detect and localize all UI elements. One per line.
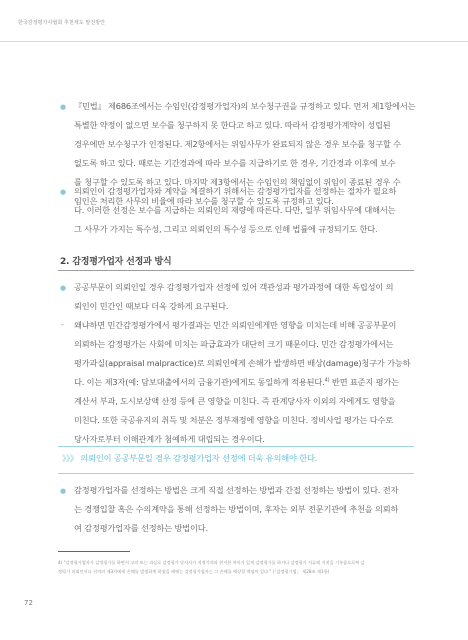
text-line: 그 사무가 가지는 특수성, 그리고 의뢰인의 특수성 등으로 인해 법률에 규정되기도 한다.: [74, 224, 378, 234]
text-line: 다. 이러한 선정은 보수를 지급하는 의뢰인의 재량에 따른다. 다만, 일부 위임사무에 대해서는: [74, 205, 396, 215]
text-line: 의뢰인이 감정평가업자와 계약을 체결하기 위해서는 감정평가업자를 선정하는 절차가 필요하: [74, 186, 397, 196]
text-line: 평가과실(appraisal malpractice)로 의뢰인에게 손해가 발생하면 배상(damage)청구가 가능하: [74, 358, 411, 368]
text-line: 감정평가업자를 선정하는 방법은 크게 직접 선정하는 방법과 간접 선정하는 방법이 있다. 전자: [74, 485, 399, 495]
section-title: 2. 감정평가업자 선정과 방식: [60, 257, 172, 267]
bullet-marker: ●: [60, 103, 67, 111]
text-line: 뢰인이 민간인 때보다 더욱 강하게 요구된다.: [74, 301, 229, 311]
paragraph-client-selection: [74, 182, 432, 239]
text-line: 당사자로부터 이해관계가 첨예하게 대립되는 경우이다.: [74, 434, 265, 444]
header-divider: [0, 41, 468, 42]
text-line: 공공부문이 의뢰인일 경우 감정평가업자 선정에 있어 객관성과 평가과정에 대한 독립성이 의: [74, 282, 394, 292]
text-line: 미친다. 또한 국공유지의 취득 및 처분은 정부재정에 영향을 미친다. 정비사업 평가는 다수로: [74, 415, 393, 425]
footnote-line: 4) "감정평가업자가 감정평가를 하면서 고의 또는 과실로 감정평가 당사자가 적정가격과 현저한 차이가 있게 감정평가를 하거나 감정평가 서류에 거짓을 기록함으로써 감: [58, 560, 365, 565]
text-line: 없도록 하고 있다. 때로는 기간경과에 따라 보수를 지급하기로 한 경우, 기간경과 이후에 보수: [74, 158, 396, 168]
text-line: 여 감정평가업자를 선정하는 방법이다.: [74, 523, 208, 533]
paragraph-selection-methods: [74, 481, 432, 538]
text-line: 계산서 부과, 도시보상액 산정 등에 큰 영향을 미친다. 즉 관계당사자 이외의 자에게도 영향을: [74, 396, 396, 406]
text-segment: 다. 이는 제3자(예: 담보대출에서의 금융기관)에게도 동일하게 적용된다.: [74, 377, 325, 387]
text-line: 임인은 처리한 사무의 비율에 따라 보수를 청구할 수 있도록 규정하고 있다.: [74, 196, 334, 206]
emphasis-text: 》》》 의뢰인이 공공부문일 경우 감정평가업자 선정에 더욱 유의해야 한다.: [62, 453, 318, 463]
paragraph-public-sector: [74, 278, 432, 316]
bullet-marker: ●: [60, 284, 67, 292]
text-segment: 반면 표준지 평가는: [329, 377, 399, 387]
footnote-line: 정평가 의뢰인이나 선의의 제3자에게 손해를 발생하게 하였을 때에는 감정평가업자는 그 손해를 배상할 책임이 있다." (「감정평가법」 제28조 제1항): [58, 569, 330, 574]
page-number: 72: [24, 599, 33, 607]
section-divider: [58, 270, 414, 271]
text-line: 를 청구할 수 있도록 하고 있다. 마지막 제3항에서는 수임인의 책임없이 위임이 종료된 경우 수: [74, 177, 401, 187]
footnote: [58, 558, 418, 576]
bullet-marker: ●: [60, 487, 67, 495]
running-header: 한국감정평가사협회 추천제도 발전방안: [18, 20, 106, 26]
text-line-with-footnote: [74, 373, 432, 392]
text-line: 경우에만 보수청구가 인정된다. 제2항에서는 위임사무가 완료되지 않은 경우 보수를 청구할 수: [74, 139, 401, 149]
footnote-divider: [58, 551, 130, 552]
dash-marker: -: [61, 320, 64, 329]
text-line: 는 경쟁입찰 혹은 수의계약을 통해 선정하는 방법이며, 후자는 외부 전문기관에 추천을 의뢰하: [74, 504, 399, 514]
text-line: 특별한 약정이 없으면 보수를 청구하지 못 한다고 하고 있다. 따라서 감정평가계약이 성립된: [74, 120, 391, 130]
bullet-marker: ●: [60, 188, 67, 196]
text-line: 왜냐하면 민간감정평가에서 평가결과는 민간 의뢰인에게만 영향을 미치는데 비해 공공부문이: [74, 320, 397, 330]
text-line: 『민법』 제686조에서는 수임인(감정평가업자)의 보수청구권을 규정하고 있다. 먼저 제1항에서는: [74, 101, 416, 111]
text-line: 의뢰하는 감정평가는 사회에 미치는 파급효과가 대단히 크기 때문이다. 민간 감정평가에서는: [74, 339, 394, 349]
paragraph-reason: [74, 316, 432, 449]
footnote-reference[interactable]: 4): [324, 377, 330, 384]
